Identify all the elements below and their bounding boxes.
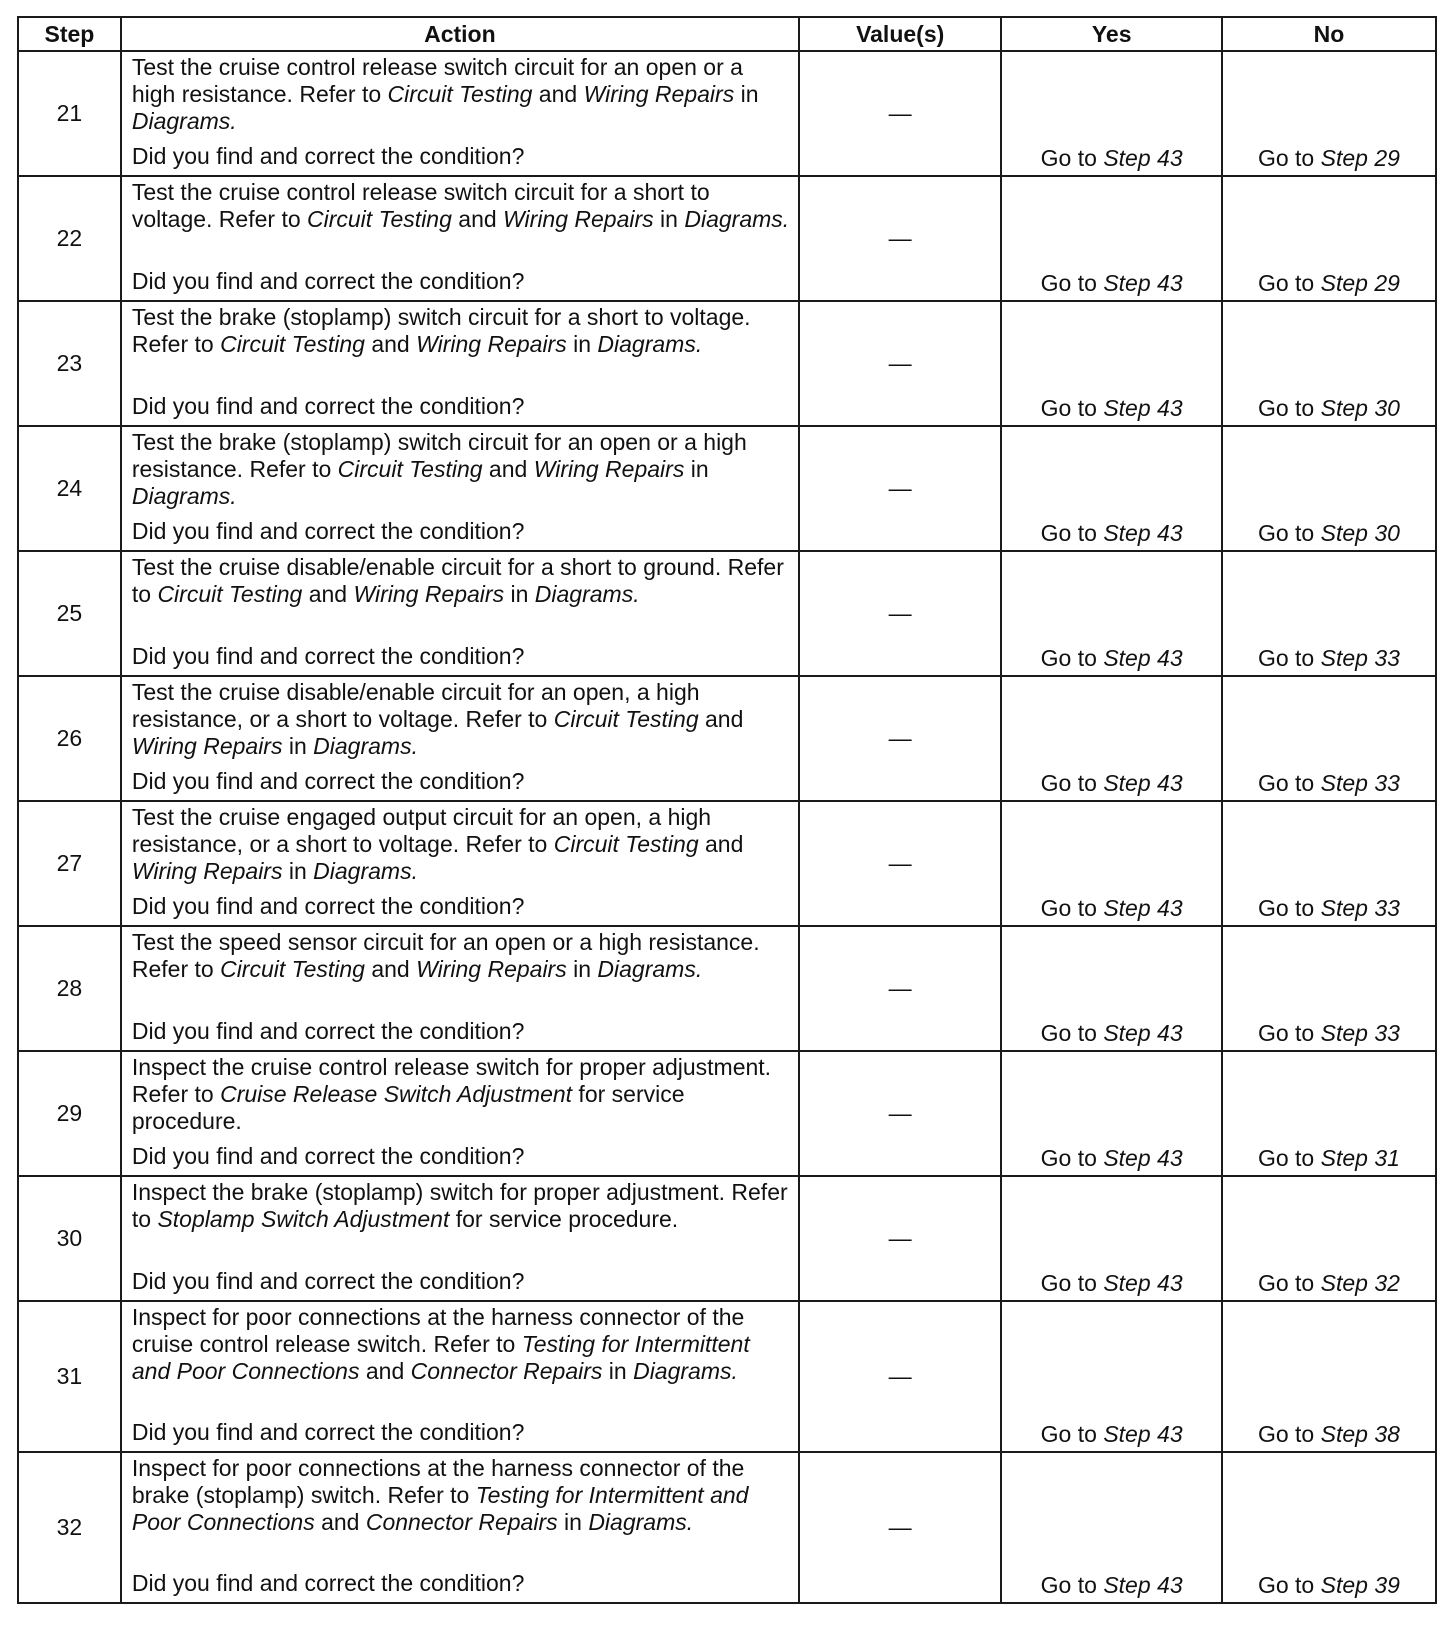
table-header-row: [18, 17, 1436, 51]
no-goto-text: Go to: [1257, 270, 1321, 296]
action-question: Did you find and correct the condition?: [131, 643, 525, 669]
action-cell: [121, 926, 799, 1051]
yes-goto-text: Go to: [1040, 270, 1104, 296]
no-goto-text: Go to: [1257, 645, 1321, 671]
action-description: [132, 804, 790, 885]
yes-result-cell: [1001, 1301, 1221, 1452]
reference-text: Cruise Release Switch Adjustment: [220, 1081, 573, 1107]
action-cell: [121, 551, 799, 676]
table-row: [18, 551, 1436, 676]
table-row: [18, 1301, 1436, 1452]
yes-step-link: Step 43: [1103, 1572, 1183, 1598]
value-cell: —: [799, 1051, 1002, 1176]
no-goto-text: Go to: [1257, 1421, 1321, 1447]
value-cell: —: [799, 1452, 1002, 1603]
yes-result-cell: [1001, 176, 1221, 301]
action-cell: [121, 676, 799, 801]
no-result-cell: [1222, 1176, 1436, 1301]
description-text: for service procedure.: [449, 1206, 679, 1232]
reference-text: Diagrams.: [597, 331, 703, 357]
description-text: in: [602, 1358, 634, 1384]
step-number: 24: [18, 426, 121, 551]
description-text: and: [698, 706, 744, 732]
yes-result-cell: [1001, 426, 1221, 551]
action-description: [132, 1054, 790, 1135]
action-description: [132, 679, 790, 760]
table-row: [18, 676, 1436, 801]
action-question: Did you find and correct the condition?: [131, 1018, 525, 1044]
action-cell: [121, 1452, 799, 1603]
description-text: Test the cruise disable/enable circuit for an open, a high resistance, or a short to voltage. Refer to: [131, 679, 700, 732]
description-text: in: [282, 858, 314, 884]
value-cell: —: [799, 1301, 1002, 1452]
description-text: Test the cruise control release switch circuit for a short to voltage. Refer to: [131, 179, 710, 232]
reference-text: Wiring Repairs: [131, 858, 283, 884]
value-cell: —: [799, 301, 1002, 426]
value-cell: —: [799, 51, 1002, 176]
no-result-cell: [1222, 676, 1436, 801]
reference-text: Diagrams.: [534, 581, 640, 607]
reference-text: Circuit Testing: [387, 81, 533, 107]
reference-text: Diagrams.: [131, 483, 237, 509]
no-result-cell: [1222, 1452, 1436, 1603]
header-no: No: [1222, 17, 1436, 51]
reference-text: Diagrams.: [597, 956, 703, 982]
action-description: [132, 304, 790, 358]
description-text: Test the speed sensor circuit for an open or a high resistance. Refer to: [131, 929, 760, 982]
description-text: Inspect for poor connections at the harness connector of the brake (stoplamp) switch. Refer to: [131, 1455, 745, 1508]
reference-text: Diagrams.: [313, 858, 418, 884]
no-result-cell: [1222, 551, 1436, 676]
action-question: Did you find and correct the condition?: [131, 1268, 525, 1294]
step-number: 22: [18, 176, 121, 301]
action-cell: [121, 801, 799, 926]
no-step-link: Step 39: [1320, 1572, 1400, 1598]
action-question: Did you find and correct the condition?: [131, 893, 525, 919]
description-text: in: [566, 331, 598, 357]
yes-step-link: Step 43: [1103, 895, 1183, 921]
description-text: and: [482, 456, 534, 482]
yes-goto-text: Go to: [1040, 770, 1104, 796]
reference-text: Connector Repairs: [410, 1358, 603, 1384]
action-cell: [121, 51, 799, 176]
no-result-cell: [1222, 801, 1436, 926]
no-step-link: Step 33: [1320, 645, 1400, 671]
reference-text: Diagrams.: [588, 1509, 694, 1535]
reference-text: Diagrams.: [684, 206, 790, 232]
no-goto-text: Go to: [1257, 520, 1321, 546]
no-goto-text: Go to: [1257, 895, 1321, 921]
step-number: 29: [18, 1051, 121, 1176]
yes-goto-text: Go to: [1040, 895, 1104, 921]
description-text: Test the cruise engaged output circuit for an open, a high resistance, or a short to voltage. Refer to: [131, 804, 712, 857]
header-values: Value(s): [799, 17, 1002, 51]
no-step-link: Step 30: [1320, 395, 1400, 421]
action-cell: [121, 1176, 799, 1301]
no-result-cell: [1222, 301, 1436, 426]
table-row: [18, 1051, 1436, 1176]
reference-text: Circuit Testing: [553, 706, 699, 732]
description-text: Test the cruise control release switch circuit for an open or a high resistance. Refer to: [131, 54, 743, 107]
header-step: Step: [18, 17, 121, 51]
step-number: 21: [18, 51, 121, 176]
action-question: Did you find and correct the condition?: [131, 1570, 525, 1596]
action-cell: [121, 301, 799, 426]
action-cell: [121, 426, 799, 551]
yes-step-link: Step 43: [1103, 395, 1183, 421]
reference-text: Diagrams.: [313, 733, 418, 759]
reference-text: Diagrams.: [633, 1358, 738, 1384]
no-goto-text: Go to: [1257, 1145, 1321, 1171]
description-text: Inspect the cruise control release switch for proper adjustment. Refer to: [131, 1054, 772, 1107]
action-question: Did you find and correct the condition?: [131, 143, 525, 169]
reference-text: Wiring Repairs: [131, 733, 283, 759]
no-step-link: Step 32: [1320, 1270, 1400, 1296]
description-text: Inspect for poor connections at the harness connector of the cruise control release switch. Refer to: [131, 1304, 745, 1357]
no-step-link: Step 33: [1320, 1020, 1400, 1046]
step-number: 23: [18, 301, 121, 426]
no-result-cell: [1222, 176, 1436, 301]
table-row: [18, 801, 1436, 926]
reference-text: Wiring Repairs: [416, 331, 567, 357]
no-goto-text: Go to: [1257, 1270, 1321, 1296]
action-question: Did you find and correct the condition?: [131, 768, 525, 794]
description-text: Test the cruise disable/enable circuit for a short to ground. Refer to: [131, 554, 784, 607]
yes-goto-text: Go to: [1040, 645, 1104, 671]
reference-text: Circuit Testing: [553, 831, 699, 857]
yes-goto-text: Go to: [1040, 1020, 1104, 1046]
reference-text: Circuit Testing: [157, 581, 303, 607]
action-question: Did you find and correct the condition?: [131, 268, 525, 294]
no-goto-text: Go to: [1257, 145, 1321, 171]
yes-step-link: Step 43: [1103, 1145, 1183, 1171]
table-row: [18, 176, 1436, 301]
action-description: [132, 1179, 790, 1233]
action-question: Did you find and correct the condition?: [131, 393, 525, 419]
description-text: in: [684, 456, 709, 482]
reference-text: Testing for Intermittent and Poor Connections: [131, 1331, 750, 1384]
table-row: [18, 426, 1436, 551]
action-description: [132, 554, 790, 608]
step-number: 32: [18, 1452, 121, 1603]
yes-goto-text: Go to: [1040, 145, 1104, 171]
yes-goto-text: Go to: [1040, 1270, 1104, 1296]
reference-text: Diagrams.: [131, 108, 237, 134]
value-cell: —: [799, 426, 1002, 551]
reference-text: Wiring Repairs: [533, 456, 685, 482]
no-goto-text: Go to: [1257, 1020, 1321, 1046]
description-text: and: [359, 1358, 411, 1384]
reference-text: Circuit Testing: [307, 206, 452, 232]
reference-text: Circuit Testing: [220, 331, 365, 357]
no-step-link: Step 29: [1320, 145, 1400, 171]
action-question: Did you find and correct the condition?: [131, 1419, 525, 1445]
yes-goto-text: Go to: [1040, 395, 1104, 421]
diagnostic-table: [17, 16, 1437, 1604]
yes-result-cell: [1001, 676, 1221, 801]
step-number: 27: [18, 801, 121, 926]
description-text: and: [314, 1509, 366, 1535]
action-description: [132, 179, 790, 233]
reference-text: Connector Repairs: [365, 1509, 558, 1535]
header-action: Action: [121, 17, 799, 51]
reference-text: Stoplamp Switch Adjustment: [157, 1206, 450, 1232]
yes-step-link: Step 43: [1103, 1020, 1183, 1046]
reference-text: Wiring Repairs: [353, 581, 505, 607]
yes-step-link: Step 43: [1103, 1270, 1183, 1296]
yes-result-cell: [1001, 51, 1221, 176]
no-result-cell: [1222, 1051, 1436, 1176]
action-description: [132, 929, 790, 983]
step-number: 31: [18, 1301, 121, 1452]
yes-step-link: Step 43: [1103, 770, 1183, 796]
yes-result-cell: [1001, 926, 1221, 1051]
yes-step-link: Step 43: [1103, 145, 1183, 171]
action-cell: [121, 176, 799, 301]
description-text: and: [532, 81, 584, 107]
action-question: Did you find and correct the condition?: [131, 518, 525, 544]
no-result-cell: [1222, 51, 1436, 176]
no-step-link: Step 29: [1320, 270, 1400, 296]
description-text: and: [302, 581, 354, 607]
reference-text: Testing for Intermittent and Poor Connections: [131, 1482, 749, 1535]
yes-step-link: Step 43: [1103, 1421, 1183, 1447]
action-cell: [121, 1051, 799, 1176]
yes-result-cell: [1001, 801, 1221, 926]
no-goto-text: Go to: [1257, 1572, 1321, 1598]
action-description: [132, 1455, 790, 1536]
reference-text: Wiring Repairs: [503, 206, 654, 232]
no-goto-text: Go to: [1257, 770, 1321, 796]
no-step-link: Step 38: [1320, 1421, 1400, 1447]
reference-text: Circuit Testing: [220, 956, 365, 982]
description-text: and: [451, 206, 504, 232]
table-row: [18, 301, 1436, 426]
action-description: [132, 429, 790, 510]
description-text: Test the brake (stoplamp) switch circuit for an open or a high resistance. Refer to: [131, 429, 747, 482]
table-row: [18, 51, 1436, 176]
step-number: 26: [18, 676, 121, 801]
header-yes: Yes: [1001, 17, 1221, 51]
description-text: in: [653, 206, 685, 232]
table-row: [18, 1452, 1436, 1603]
no-goto-text: Go to: [1257, 395, 1321, 421]
yes-step-link: Step 43: [1103, 645, 1183, 671]
description-text: in: [282, 733, 314, 759]
description-text: for service procedure.: [131, 1081, 685, 1134]
step-number: 25: [18, 551, 121, 676]
value-cell: —: [799, 551, 1002, 676]
yes-result-cell: [1001, 1452, 1221, 1603]
no-step-link: Step 33: [1320, 895, 1400, 921]
reference-text: Wiring Repairs: [416, 956, 567, 982]
yes-goto-text: Go to: [1040, 520, 1104, 546]
value-cell: —: [799, 1176, 1002, 1301]
no-step-link: Step 30: [1320, 520, 1400, 546]
value-cell: —: [799, 176, 1002, 301]
description-text: Test the brake (stoplamp) switch circuit for a short to voltage. Refer to: [131, 304, 751, 357]
description-text: and: [364, 956, 417, 982]
description-text: in: [557, 1509, 589, 1535]
action-description: [132, 54, 790, 135]
step-number: 28: [18, 926, 121, 1051]
reference-text: Wiring Repairs: [583, 81, 735, 107]
yes-result-cell: [1001, 1176, 1221, 1301]
yes-goto-text: Go to: [1040, 1145, 1104, 1171]
yes-step-link: Step 43: [1103, 520, 1183, 546]
table-row: [18, 926, 1436, 1051]
yes-result-cell: [1001, 551, 1221, 676]
yes-step-link: Step 43: [1103, 270, 1183, 296]
description-text: in: [504, 581, 535, 607]
yes-goto-text: Go to: [1040, 1421, 1104, 1447]
action-question: Did you find and correct the condition?: [131, 1143, 525, 1169]
description-text: and: [698, 831, 744, 857]
table-row: [18, 1176, 1436, 1301]
value-cell: —: [799, 676, 1002, 801]
no-result-cell: [1222, 1301, 1436, 1452]
table-body: [18, 51, 1436, 1603]
yes-result-cell: [1001, 301, 1221, 426]
description-text: Inspect the brake (stoplamp) switch for proper adjustment. Refer to: [131, 1179, 788, 1232]
yes-result-cell: [1001, 1051, 1221, 1176]
step-number: 30: [18, 1176, 121, 1301]
yes-goto-text: Go to: [1040, 1572, 1104, 1598]
no-step-link: Step 33: [1320, 770, 1400, 796]
reference-text: Circuit Testing: [337, 456, 483, 482]
no-step-link: Step 31: [1320, 1145, 1400, 1171]
description-text: in: [566, 956, 598, 982]
description-text: and: [364, 331, 417, 357]
description-text: in: [734, 81, 759, 107]
value-cell: —: [799, 926, 1002, 1051]
procedure-page: [17, 16, 1437, 1604]
value-cell: —: [799, 801, 1002, 926]
action-cell: [121, 1301, 799, 1452]
no-result-cell: [1222, 426, 1436, 551]
no-result-cell: [1222, 926, 1436, 1051]
action-description: [132, 1304, 790, 1385]
